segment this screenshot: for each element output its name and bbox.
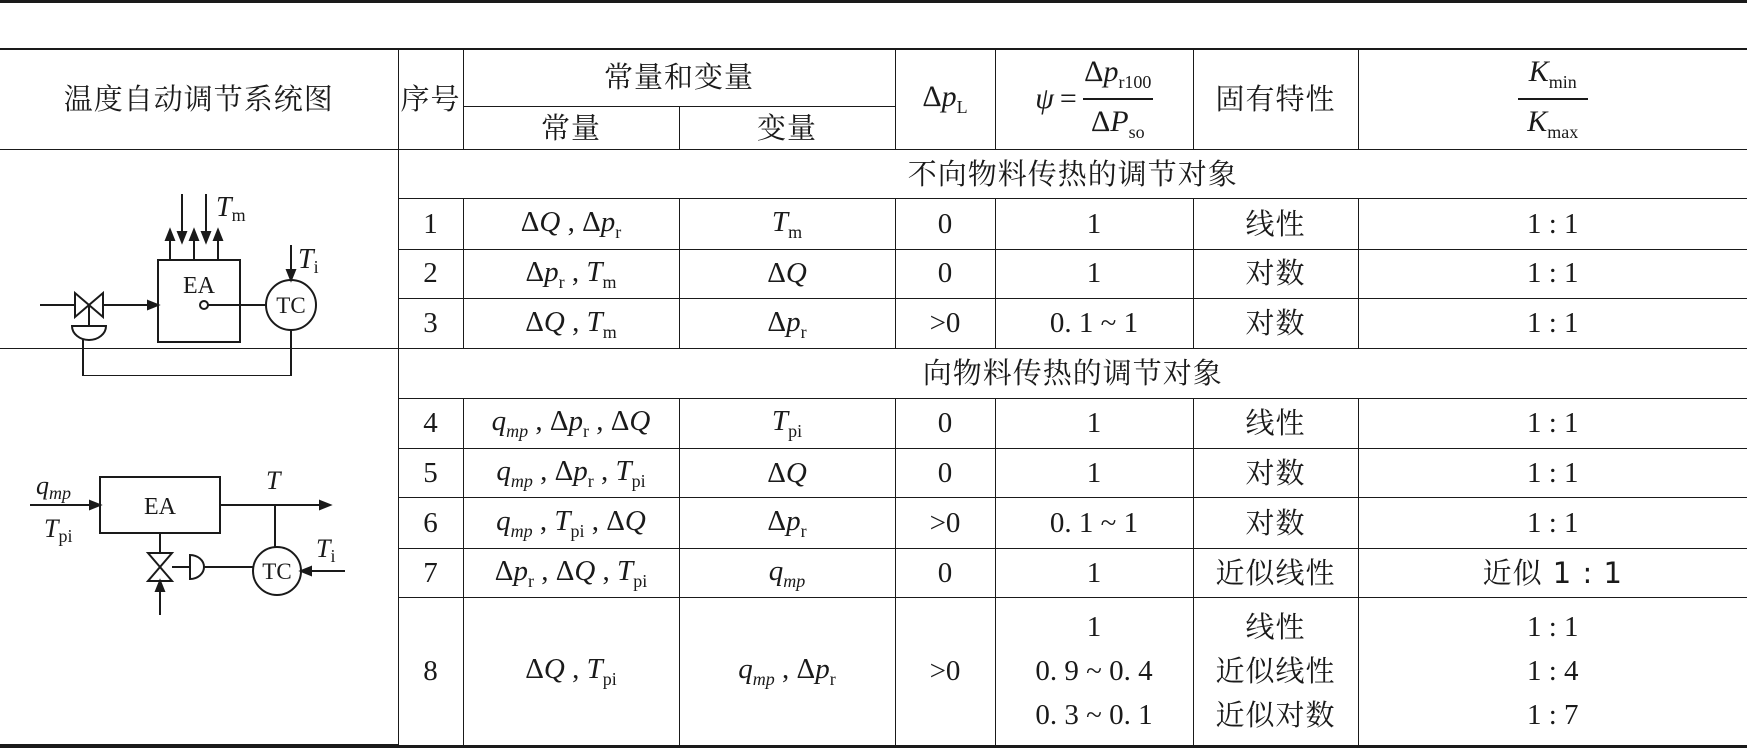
row-dpl: 0 [895,199,995,249]
psi-symbol: ψ [1035,81,1054,115]
row-dpl: >0 [895,299,995,349]
row-no: 7 [398,548,463,597]
diagram-2 [0,349,398,702]
row-k-ratio-line: 1 : 4 [1526,655,1579,688]
diagram-2-ti-label: Ti [316,534,336,567]
diagram-1-cell [0,149,398,348]
row-variable: $T_{pi}$ [679,398,895,448]
row-no: 1 [398,199,463,249]
row-k-ratio-line: 1 : 7 [1526,699,1579,732]
row-variable: $\Delta p_r$ [679,498,895,548]
header-k-ratio [1358,49,1747,149]
row-k-ratio: 1 : 1 [1358,398,1747,448]
row-psi: 1 [995,199,1193,249]
psi-numerator: $\Delta p_{r100}$ [1084,55,1152,93]
row-k-ratio-multi [1358,598,1747,745]
row-psi: 1 [995,398,1193,448]
header-constant: 常量 [463,107,679,150]
diagram-2-cell [0,349,398,745]
temperature-control-table [0,49,1747,745]
row-constant: $q_{mp}$ , $T_{pi}$ , ΔQ [463,498,679,548]
k-numerator: $K_{min}$ [1528,55,1577,93]
row-dpl: 0 [895,449,995,498]
row-dpl: >0 [895,598,995,745]
row-variable: ΔQ [679,449,895,498]
diagram-2-qmp-label: qmp [36,471,71,504]
row-no: 4 [398,398,463,448]
header-system-diagram: 温度自动调节系统图 [0,49,398,149]
bottom-rule [0,745,1747,748]
section-2-title-row [0,349,1747,398]
row-variable: ΔQ [679,249,895,298]
row-psi-line: 1 [1086,611,1102,644]
header-variable: 变量 [679,107,895,150]
row-constant: $q_{mp}$ , $\Delta p_r$ , ΔQ [463,398,679,448]
diagram-1-ti-label: Ti [298,243,319,277]
row-no: 6 [398,498,463,548]
row-k-ratio: 1 : 1 [1358,498,1747,548]
row-dpl: >0 [895,498,995,548]
row-k-ratio: 1 : 1 [1358,199,1747,249]
row-variable: $T_m$ [679,199,895,249]
row-k-ratio: 1 : 1 [1358,249,1747,298]
row-psi-line: 0. 3 ~ 0. 1 [1035,699,1153,732]
header-inherent: 固有特性 [1193,49,1358,149]
diagram-2-t-label: T [266,466,281,496]
header-row-1 [0,49,1747,107]
k-denominator: $K_{max}$ [1527,104,1579,142]
delta-pl-symbol: $\Delta p_L$ [922,80,968,118]
row-characteristic-line: 近似对数 [1215,698,1336,733]
diagram-1-controller-label: TC [276,292,306,318]
row-constant: ΔQ , $\Delta p_r$ [463,199,679,249]
header-index: 序号 [398,49,463,149]
row-no: 8 [398,598,463,745]
row-characteristic: 线性 [1193,199,1358,249]
row-constant: ΔQ , $T_{pi}$ [463,598,679,745]
row-characteristic: 近似线性 [1193,548,1358,597]
row-psi: 1 [995,449,1193,498]
row-characteristic: 对数 [1193,299,1358,349]
row-psi: 0. 1 ~ 1 [995,299,1193,349]
row-constant: ΔQ , $T_m$ [463,299,679,349]
row-no: 2 [398,249,463,298]
row-k-ratio: 1 : 1 [1358,449,1747,498]
row-k-ratio: 1 : 1 [1358,299,1747,349]
row-no: 3 [398,299,463,349]
row-variable: $q_{mp}$ , $\Delta p_r$ [679,598,895,745]
top-rule [0,0,1747,3]
diagram-2-tpi-label: Tpi [44,514,73,547]
diagram-2-box-label: EA [144,494,176,521]
row-psi: 1 [995,249,1193,298]
row-constant: $\Delta p_r$ , ΔQ , $T_{pi}$ [463,548,679,597]
row-psi-line: 0. 9 ~ 0. 4 [1035,655,1153,688]
row-no: 5 [398,449,463,498]
row-characteristic-line: 近似线性 [1215,654,1336,689]
row-characteristic: 对数 [1193,498,1358,548]
diagram-1-tm-label: Tm [216,191,246,225]
section-1-title-row [0,149,1747,198]
row-variable: $q_{mp}$ [679,548,895,597]
row-characteristic: 对数 [1193,449,1358,498]
row-characteristic: 对数 [1193,249,1358,298]
row-characteristic-line: 线性 [1245,610,1306,645]
diagram-2-controller-label: TC [262,559,292,585]
header-const-and-var: 常量和变量 [463,49,895,107]
row-k-ratio-line: 1 : 1 [1526,611,1579,644]
row-characteristic-multi [1193,598,1358,745]
row-characteristic: 线性 [1193,398,1358,448]
row-dpl: 0 [895,398,995,448]
row-psi: 0. 1 ~ 1 [995,498,1193,548]
diagram-1-box-label: EA [183,272,215,299]
section-1-title: 不向物料传热的调节对象 [398,149,1747,198]
section-2-title: 向物料传热的调节对象 [398,349,1747,398]
header-psi: ψ = $\frac{\Delta p_{r100}}{\Delta P_{so}}$ [995,49,1193,149]
row-dpl: 0 [895,548,995,597]
row-k-ratio: 近似 1 : 1 [1358,548,1747,597]
row-variable: $\Delta p_r$ [679,299,895,349]
header-delta-pl [895,49,995,149]
row-dpl: 0 [895,249,995,298]
row-constant: $\Delta p_r$ , $T_m$ [463,249,679,298]
row-psi-multi [995,598,1193,745]
row-constant: $q_{mp}$ , $\Delta p_r$ , $T_{pi}$ [463,449,679,498]
psi-denominator: $\Delta P_{so}$ [1090,104,1145,142]
diagram-1 [0,150,398,376]
row-psi: 1 [995,548,1193,597]
